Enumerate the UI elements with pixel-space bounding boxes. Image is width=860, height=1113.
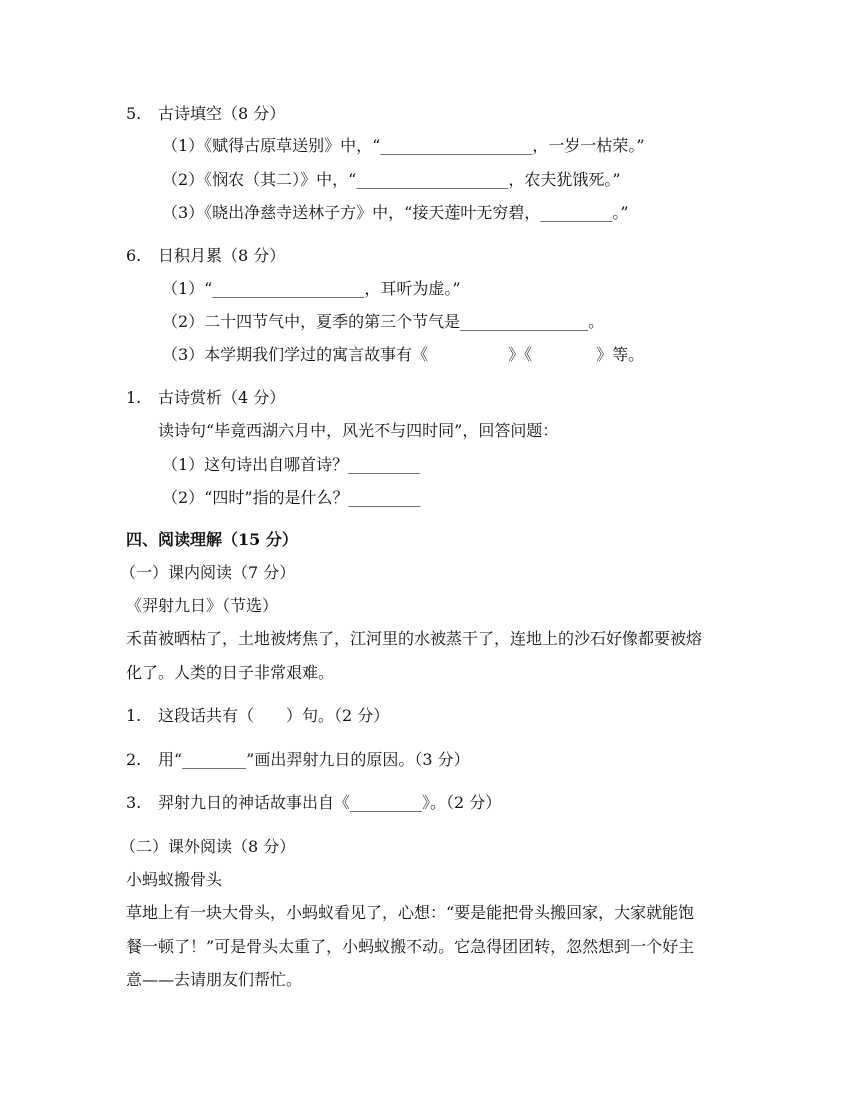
section-4-title: 四、阅读理解（15 分） — [126, 530, 298, 549]
question-text: 这段话共有（ ）句。（2 分） — [158, 706, 390, 725]
question-title: 日积月累（8 分） — [158, 246, 286, 265]
question-poem-heading — [126, 388, 285, 408]
question-poem-item-1: （1）这句诗出自哪首诗？_________ — [162, 455, 421, 474]
part-2-passage-title: 小蚂蚁搬骨头 — [126, 870, 223, 889]
question-number: 5. — [126, 104, 142, 123]
question-5-item-1: （1）《赋得古原草送别》中，“___________________，一岁一枯荣。” — [162, 136, 645, 155]
question-number: 1. — [126, 388, 142, 407]
question-number: 6. — [126, 246, 142, 265]
question-6-heading — [126, 246, 285, 266]
question-number: 2. — [126, 750, 142, 769]
part-1-question-2 — [126, 750, 470, 770]
part-2-heading: （二）课外阅读（8 分） — [120, 837, 296, 856]
part-2-passage-line-1: 草地上有一块大骨头，小蚂蚁看见了，心想：“要是能把骨头搬回家，大家就能饱 — [126, 903, 695, 922]
part-2-passage-line-2: 餐一顿了！”可是骨头太重了，小蚂蚁搬不动。它急得团团转，忽然想到一个好主 — [126, 937, 695, 956]
question-text: 羿射九日的神话故事出自《_________》。（2 分） — [158, 793, 502, 812]
question-poem-item-2: （2）“四时”指的是什么？_________ — [162, 488, 421, 507]
question-6-item-2: （2）二十四节气中，夏季的第三个节气是________________。 — [162, 312, 605, 331]
part-1-passage-line-1: 禾苗被晒枯了，土地被烤焦了，江河里的水被蒸干了，连地上的沙石好像都要被熔 — [126, 629, 703, 648]
part-1-question-1 — [126, 706, 389, 726]
question-5-heading — [126, 104, 285, 124]
question-6-item-3: （3）本学期我们学过的寓言故事有《 》《 》等。 — [162, 345, 645, 364]
part-1-passage-title: 《羿射九日》（节选） — [126, 596, 279, 615]
question-number: 1. — [126, 706, 142, 725]
question-number: 3. — [126, 793, 142, 812]
question-5-item-2: （2）《悯农（其二）》中，“___________________，农夫犹饿死。” — [162, 170, 621, 189]
question-title: 古诗填空（8 分） — [158, 104, 286, 123]
part-1-heading: （一）课内阅读（7 分） — [120, 563, 296, 582]
part-2-passage-line-3: 意——去请朋友们帮忙。 — [126, 970, 303, 989]
part-1-passage-line-2: 化了。人类的日子非常艰难。 — [126, 663, 335, 682]
part-1-question-3 — [126, 793, 501, 813]
question-6-item-1: （1）“___________________，耳听为虚。” — [162, 279, 461, 298]
question-title: 古诗赏析（4 分） — [158, 388, 286, 407]
question-poem-prompt: 读诗句“毕竟西湖六月中，风光不与四时同”，回答问题： — [158, 421, 559, 440]
question-5-item-3: （3）《晓出净慈寺送林子方》中，“接天莲叶无穷碧，_________。” — [162, 203, 629, 222]
question-text: 用“________”画出羿射九日的原因。（3 分） — [158, 750, 470, 769]
